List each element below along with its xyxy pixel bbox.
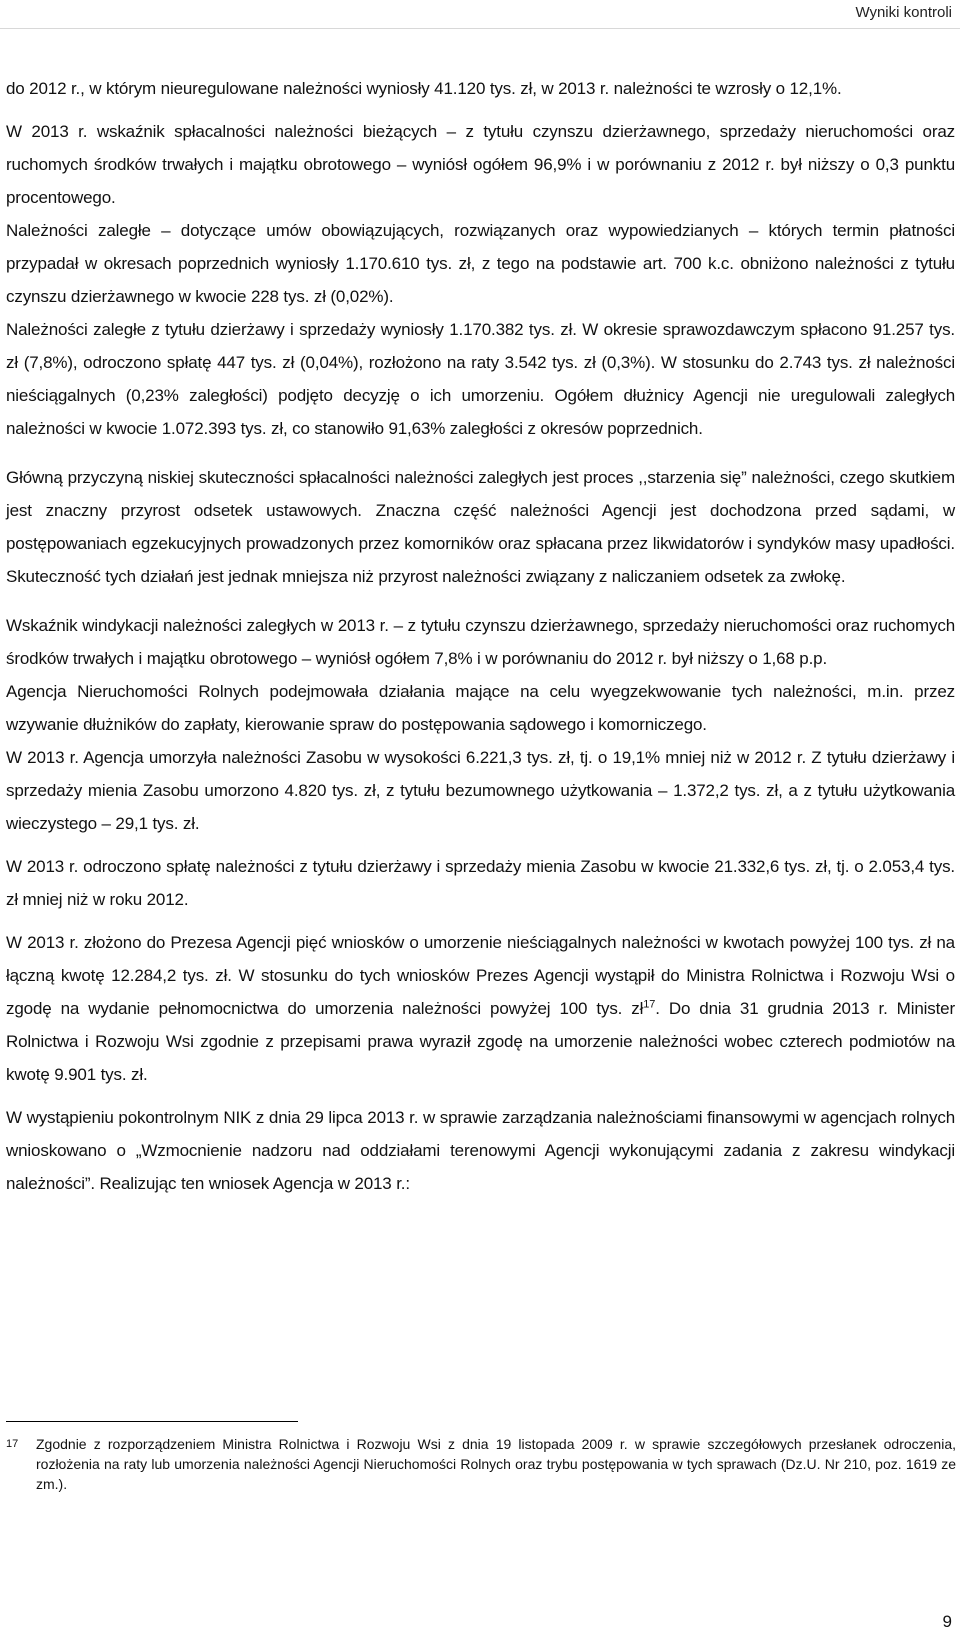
paragraph-overdue-receivables: Należności zaległe – dotyczące umów obowiązujących, rozwiązanych oraz wypowiedzianych – których termin płatności przypadał w okresach poprzednich wyniosły 1.170.610 tys. zł, z tego na podstawie art. 700 k.c. obniżono należności z tytułu czynszu dzierżawnego w kwocie 228 tys. zł (0,02%). [6,221,955,306]
applications-text: W 2013 r. złożono do Prezesa Agencji pięć wniosków o umorzenie nieściągalnych należności w kwotach powyżej 100 tys. zł na łączną kwotę 12.284,2 tys. zł. W stosunku do tych wniosków Prezes Agencji wystąpił do Ministra Rolnictwa i Rozwoju Wsi o zgodę na wydanie pełnomocnictwa do umorzenia należności powyżej 100 tys. zł [6,933,955,1018]
applications-text-continued: . Do dnia 31 grudnia 2013 r. Minister Rolnictwa i Rozwoju Wsi zgodnie z przepisami prawa wyraził zgodę na umorzenie należności wobec czterech podmiotów na kwotę 9.901 tys. zł. [6,999,955,1084]
footnote-text: Zgodnie z rozporządzeniem Ministra Rolnictwa i Rozwoju Wsi z dnia 19 listopada 2009 r. w sprawie szczegółowych przesłanek odroczenia, rozłożenia na raty lub umorzenia należności Agencji Nieruchomości Rolnych oraz trybu postępowania w tych sprawach (Dz.U. Nr 210, poz. 1619 ze zm.). [36,1436,956,1492]
header-title: Wyniki kontroli [855,4,952,21]
paragraph-main-cause: Główną przyczyną niskiej skuteczności spłacalności należności zaległych jest proces ,,starzenia się” należności, czego skutkiem jest znaczny przyrost odsetek ustawowych. Znaczna część należności Agencji jest dochodzona przed sądami, w postępowaniach egzekucyjnych prowadzonych przez komorników oraz spłacana przez likwidatorów i syndyków masy upadłości. Skuteczność tych działań jest jednak mniejsza niż przyrost należności związany z naliczaniem odsetek za zwłokę. [6,468,955,586]
footnote [6,1434,956,1494]
paragraph-overdue-lease-sale: Należności zaległe z tytułu dzierżawy i sprzedaży wyniosły 1.170.382 tys. zł. W okresie sprawozdawczym spłacono 91.257 tys. zł (7,8%), odroczono spłatę 447 tys. zł (0,04%), rozłożono na raty 3.542 tys. zł (0,3%). W stosunku do 2.743 tys. zł należności nieściągalnych (0,23% zaległości) podjęto decyzję o ich umorzeniu. Ogółem dłużnicy Agencji nie uregulowali zaległych należności w kwocie 1.072.393 tys. zł, co stanowiło 91,63% zaległości z okresów poprzednich. [6,320,955,438]
footnote-reference[interactable]: 17 [643,998,656,1011]
paragraph-recovery-ratio: Wskaźnik windykacji należności zaległych w 2013 r. – z tytułu czynszu dzierżawnego, sprzedaży nieruchomości oraz ruchomych środków trwałych i majątku obrotowego – wyniósł ogółem 7,8% i w porównaniu do 2012 r. był niższy o 1,68 p.p. [6,616,955,668]
footnote-divider [6,1421,298,1422]
paragraph-deferrals: W 2013 r. odroczono spłatę należności z tytułu dzierżawy i sprzedaży mienia Zasobu w kwocie 21.332,6 tys. zł, tj. o 2.053,4 tys. zł mniej niż w roku 2012. [6,857,955,909]
paragraph-applications [6,926,955,1091]
paragraph-remissions: W 2013 r. Agencja umorzyła należności Zasobu w wysokości 6.221,3 tys. zł, tj. o 19,1% mniej niż w 2012 r. Z tytułu dzierżawy i sprzedaży mienia Zasobu umorzono 4.820 tys. zł, z tytułu bezumownego użytkowania – 1.372,2 tys. zł, a z tytułu użytkowania wieczystego – 29,1 tys. zł. [6,748,955,833]
page-number: 9 [942,1612,952,1631]
paragraph-agency-actions: Agencja Nieruchomości Rolnych podejmowała działania mające na celu wyegzekwowanie tych należności, m.in. przez wzywanie dłużników do zapłaty, kierowanie spraw do postępowania sądowego i komorniczego. [6,682,955,734]
paragraph-nik-statement: W wystąpieniu pokontrolnym NIK z dnia 29 lipca 2013 r. w sprawie zarządzania należnościami finansowymi w agencjach rolnych wnioskowano o „Wzmocnienie nadzoru nad oddziałami terenowymi Agencji wykonującymi zadania z zakresu windykacji należności”. Realizując ten wniosek Agencja w 2013 r.: [6,1108,955,1193]
body-text [6,72,955,1200]
header-divider [0,28,960,29]
paragraph-continuation: do 2012 r., w którym nieuregulowane należności wyniosły 41.120 tys. zł, w 2013 r. należności te wzrosły o 12,1%. [6,79,842,98]
paragraph-payment-ratio: W 2013 r. wskaźnik spłacalności należności bieżących – z tytułu czynszu dzierżawnego, sprzedaży nieruchomości oraz ruchomych środków trwałych i majątku obrotowego – wyniósł ogółem 96,9% i w porównaniu z 2012 r. był niższy o 0,3 punktu procentowego. [6,122,955,207]
footnote-number: 17 [6,1438,19,1450]
